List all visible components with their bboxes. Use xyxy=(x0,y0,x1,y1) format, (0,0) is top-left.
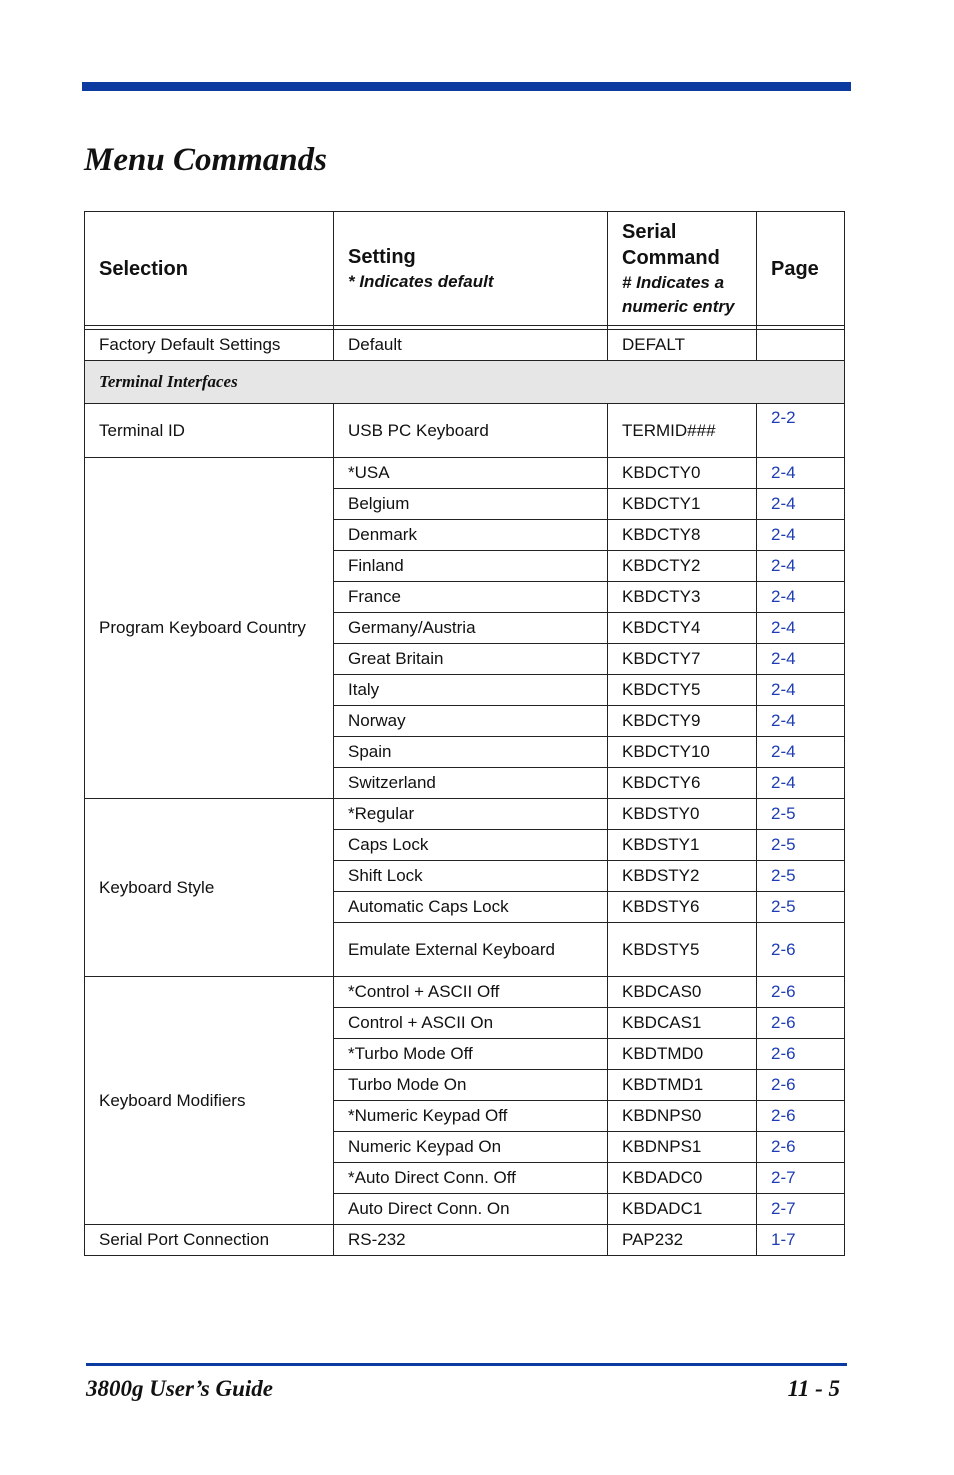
cell-command: KBDCTY9 xyxy=(608,706,757,737)
cell-selection: Keyboard Style xyxy=(85,799,334,977)
cell-setting: *USA xyxy=(334,458,608,489)
table-row xyxy=(85,799,845,830)
cell-page[interactable] xyxy=(757,613,845,644)
cell-command: KBDADC1 xyxy=(608,1194,757,1225)
cell-command: PAP232 xyxy=(608,1225,757,1256)
cell-page[interactable] xyxy=(757,768,845,799)
cell-setting: *Control + ASCII Off xyxy=(334,977,608,1008)
page-link[interactable]: 2-6 xyxy=(771,1044,796,1063)
cell-page[interactable] xyxy=(757,830,845,861)
cell-command: KBDNPS1 xyxy=(608,1132,757,1163)
page-link[interactable]: 2-4 xyxy=(771,649,796,668)
cell-selection: Serial Port Connection xyxy=(85,1225,334,1256)
cell-setting: Great Britain xyxy=(334,644,608,675)
page-link[interactable]: 2-6 xyxy=(771,982,796,1001)
cell-setting: Germany/Austria xyxy=(334,613,608,644)
cell-page[interactable] xyxy=(757,404,845,458)
cell-command: KBDSTY0 xyxy=(608,799,757,830)
header-rule xyxy=(82,82,851,91)
cell-setting: Control + ASCII On xyxy=(334,1008,608,1039)
cell-page[interactable] xyxy=(757,977,845,1008)
cell-page[interactable] xyxy=(757,1008,845,1039)
page-link[interactable]: 2-5 xyxy=(771,866,796,885)
cell-page[interactable] xyxy=(757,644,845,675)
cell-page[interactable] xyxy=(757,799,845,830)
cell-command: KBDTMD0 xyxy=(608,1039,757,1070)
cell-setting: Caps Lock xyxy=(334,830,608,861)
cell-setting: Turbo Mode On xyxy=(334,1070,608,1101)
page-link[interactable]: 1-7 xyxy=(771,1230,796,1249)
cell-setting: Emulate External Keyboard xyxy=(334,923,608,977)
page-link[interactable]: 2-7 xyxy=(771,1199,796,1218)
cell-selection: Terminal ID xyxy=(85,404,334,458)
cell-command: KBDTMD1 xyxy=(608,1070,757,1101)
cell-setting: Auto Direct Conn. On xyxy=(334,1194,608,1225)
page-link[interactable]: 2-4 xyxy=(771,618,796,637)
footer-rule xyxy=(86,1363,847,1366)
page-link[interactable]: 2-6 xyxy=(771,939,796,959)
page-link[interactable]: 2-2 xyxy=(771,408,796,427)
header-page: Page xyxy=(757,212,845,326)
cell-page[interactable] xyxy=(757,520,845,551)
cell-page[interactable] xyxy=(757,1101,845,1132)
header-serial-label: Serial Command xyxy=(622,220,720,269)
cell-command: DEFALT xyxy=(608,330,757,361)
cell-command: KBDSTY6 xyxy=(608,892,757,923)
page-link[interactable]: 2-6 xyxy=(771,1013,796,1032)
cell-selection: Program Keyboard Country xyxy=(85,458,334,799)
cell-page[interactable] xyxy=(757,737,845,768)
cell-command: KBDCAS1 xyxy=(608,1008,757,1039)
table-row xyxy=(85,1225,845,1256)
table-row xyxy=(85,330,845,361)
cell-setting: *Turbo Mode Off xyxy=(334,1039,608,1070)
page-link[interactable]: 2-7 xyxy=(771,1168,796,1187)
page-title: Menu Commands xyxy=(84,142,327,178)
cell-setting: France xyxy=(334,582,608,613)
cell-command: KBDCTY8 xyxy=(608,520,757,551)
cell-page[interactable] xyxy=(757,706,845,737)
section-row xyxy=(85,361,845,404)
cell-setting: Default xyxy=(334,330,608,361)
cell-command: KBDCTY3 xyxy=(608,582,757,613)
table-header-row xyxy=(85,212,845,326)
page-link[interactable]: 2-4 xyxy=(771,587,796,606)
header-serial-note: # Indicates a numeric entry xyxy=(622,272,735,316)
cell-command: KBDSTY2 xyxy=(608,861,757,892)
table-row xyxy=(85,977,845,1008)
cell-page[interactable] xyxy=(757,1194,845,1225)
cell-command: KBDCTY1 xyxy=(608,489,757,520)
cell-setting: Finland xyxy=(334,551,608,582)
cell-command: KBDNPS0 xyxy=(608,1101,757,1132)
cell-setting: Switzerland xyxy=(334,768,608,799)
cell-page[interactable] xyxy=(757,892,845,923)
cell-setting: Italy xyxy=(334,675,608,706)
page-link[interactable]: 2-6 xyxy=(771,1106,796,1125)
cell-page[interactable] xyxy=(757,458,845,489)
cell-setting: Numeric Keypad On xyxy=(334,1132,608,1163)
page-link[interactable]: 2-4 xyxy=(771,556,796,575)
cell-page[interactable] xyxy=(757,1039,845,1070)
cell-page[interactable] xyxy=(757,551,845,582)
cell-setting: RS-232 xyxy=(334,1225,608,1256)
cell-page[interactable] xyxy=(757,1132,845,1163)
cell-setting: *Numeric Keypad Off xyxy=(334,1101,608,1132)
menu-commands-table xyxy=(84,211,845,1256)
page-link[interactable]: 2-4 xyxy=(771,773,796,792)
cell-page[interactable] xyxy=(757,582,845,613)
cell-command: KBDCTY0 xyxy=(608,458,757,489)
cell-setting: *Auto Direct Conn. Off xyxy=(334,1163,608,1194)
cell-page[interactable] xyxy=(757,489,845,520)
cell-command: KBDCTY6 xyxy=(608,768,757,799)
page-link[interactable]: 2-4 xyxy=(771,463,796,482)
cell-command: KBDSTY1 xyxy=(608,830,757,861)
table-row xyxy=(85,404,845,458)
cell-selection: Factory Default Settings xyxy=(85,330,334,361)
page-link[interactable]: 2-4 xyxy=(771,711,796,730)
cell-page[interactable] xyxy=(757,1225,845,1256)
cell-setting: Belgium xyxy=(334,489,608,520)
section-title: Terminal Interfaces xyxy=(85,361,845,404)
page-link[interactable]: 2-4 xyxy=(771,680,796,699)
cell-command: KBDADC0 xyxy=(608,1163,757,1194)
cell-setting: Automatic Caps Lock xyxy=(334,892,608,923)
cell-page[interactable] xyxy=(757,923,845,977)
cell-page[interactable] xyxy=(757,675,845,706)
footer-guide-title: 3800g User’s Guide xyxy=(86,1376,273,1401)
cell-setting: *Regular xyxy=(334,799,608,830)
page-link[interactable]: 2-4 xyxy=(771,494,796,513)
page-link[interactable]: 2-4 xyxy=(771,742,796,761)
cell-command: KBDCTY10 xyxy=(608,737,757,768)
cell-command: KBDCTY4 xyxy=(608,613,757,644)
cell-command: KBDCAS0 xyxy=(608,977,757,1008)
cell-setting: Shift Lock xyxy=(334,861,608,892)
cell-command: TERMID### xyxy=(608,404,757,458)
page-link[interactable]: 2-4 xyxy=(771,525,796,544)
footer-page-number: 11 - 5 xyxy=(787,1376,840,1401)
page-link[interactable]: 2-5 xyxy=(771,897,796,916)
cell-command: KBDCTY7 xyxy=(608,644,757,675)
cell-command: KBDSTY5 xyxy=(608,923,757,977)
cell-setting: Denmark xyxy=(334,520,608,551)
cell-page[interactable] xyxy=(757,861,845,892)
header-setting-note: * Indicates default xyxy=(348,271,494,291)
table-row xyxy=(85,458,845,489)
cell-command: KBDCTY2 xyxy=(608,551,757,582)
page-link[interactable]: 2-6 xyxy=(771,1137,796,1156)
header-setting xyxy=(334,212,608,326)
cell-setting: USB PC Keyboard xyxy=(334,404,608,458)
header-serial-command xyxy=(608,212,757,326)
page-link[interactable]: 2-5 xyxy=(771,835,796,854)
page-link[interactable]: 2-6 xyxy=(771,1075,796,1094)
cell-command: KBDCTY5 xyxy=(608,675,757,706)
cell-page[interactable] xyxy=(757,1163,845,1194)
page-link[interactable]: 2-5 xyxy=(771,804,796,823)
header-setting-label: Setting xyxy=(348,245,416,268)
cell-setting: Spain xyxy=(334,737,608,768)
cell-setting: Norway xyxy=(334,706,608,737)
header-selection: Selection xyxy=(85,212,334,326)
cell-page[interactable] xyxy=(757,1070,845,1101)
cell-selection: Keyboard Modifiers xyxy=(85,977,334,1225)
cell-page xyxy=(757,330,845,361)
